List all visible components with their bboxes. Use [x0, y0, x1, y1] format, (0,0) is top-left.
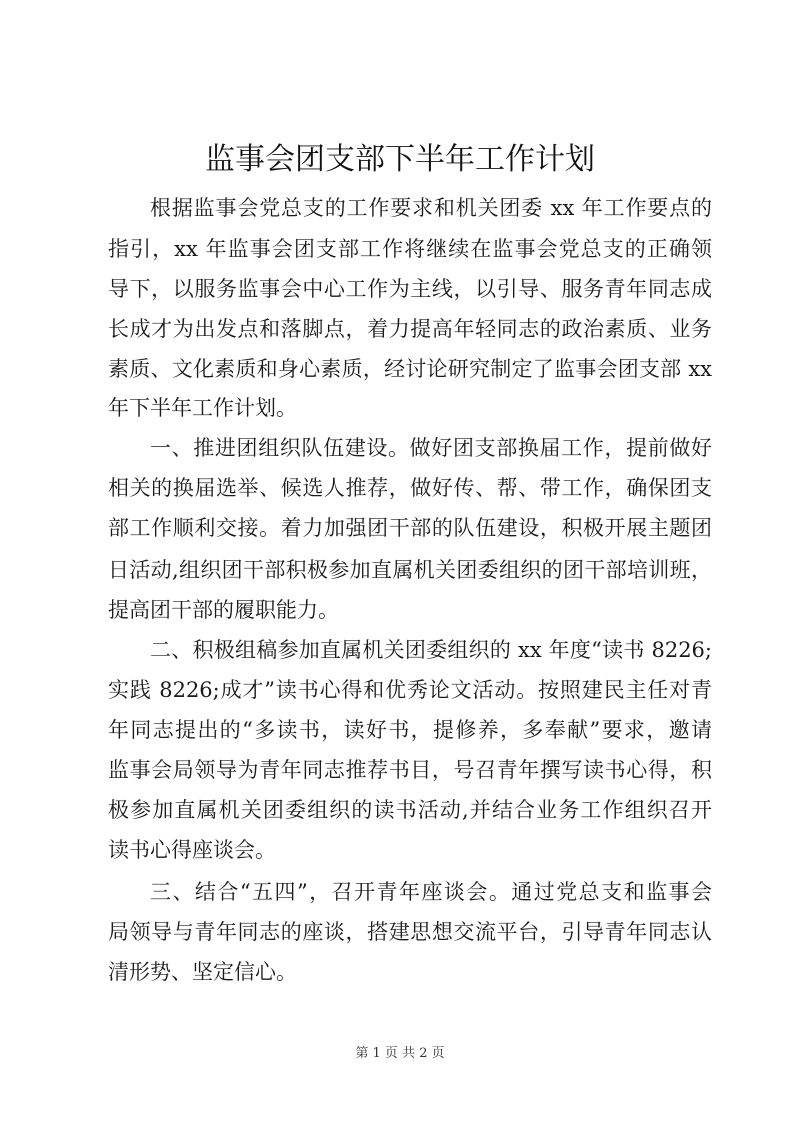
text-line: 长成才为出发点和落脚点，着力提高年轻同志的政治素质、业务	[108, 317, 712, 341]
text-line: 三、结合“五四”，召开青年座谈会。通过党总支和监事会	[150, 880, 712, 904]
text-line: 指引，xx 年监事会团支部工作将继续在监事会党总支的正确领	[108, 237, 712, 261]
text-line: 日活动,组织团干部积极参加直属机关团委组织的团干部培训班，	[108, 558, 712, 582]
text-line: 实践 8226;成才”读书心得和优秀论文活动。按照建民主任对青	[108, 678, 712, 702]
text-line: 年同志提出的“多读书，读好书，提修养，多奉献”要求，邀请	[108, 718, 712, 742]
text-line: 一、推进团组织队伍建设。做好团支部换届工作，提前做好	[150, 436, 712, 460]
text-line: 清形势、坚定信心。	[108, 960, 297, 984]
text-line: 二、积极组稿参加直属机关团委组织的 xx 年度“读书 8226;	[150, 638, 712, 662]
text-line: 年下半年工作计划。	[108, 396, 297, 420]
text-line: 提高团干部的履职能力。	[108, 598, 339, 622]
page-number-footer: 第 1 页 共 2 页	[355, 1046, 445, 1061]
document-title: 监事会团支部下半年工作计划	[205, 142, 595, 177]
text-line: 极参加直属机关团委组织的读书活动,并结合业务工作组织召开	[108, 798, 712, 822]
text-line: 局领导与青年同志的座谈，搭建思想交流平台，引导青年同志认	[108, 920, 712, 944]
text-line: 读书心得座谈会。	[108, 838, 276, 862]
text-line: 监事会局领导为青年同志推荐书目，号召青年撰写读书心得，积	[108, 758, 712, 782]
text-line: 素质、文化素质和身心素质，经讨论研究制定了监事会团支部 xx	[108, 357, 712, 381]
text-line: 导下，以服务监事会中心工作为主线，以引导、服务青年同志成	[108, 277, 712, 301]
text-line: 部工作顺利交接。着力加强团干部的队伍建设，积极开展主题团	[108, 516, 712, 540]
text-line: 相关的换届选举、候选人推荐，做好传、帮、带工作，确保团支	[108, 476, 712, 500]
text-line: 根据监事会党总支的工作要求和机关团委 xx 年工作要点的	[150, 196, 712, 220]
